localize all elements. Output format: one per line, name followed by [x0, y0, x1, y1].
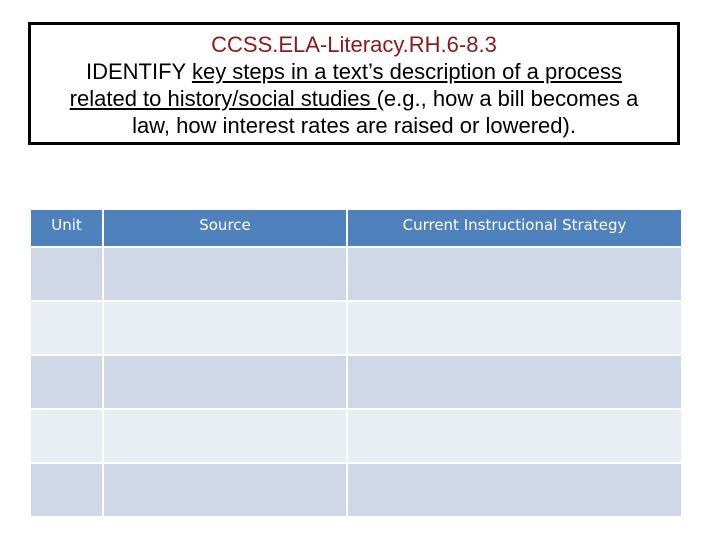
header-source: Source: [103, 209, 347, 247]
standard-key-steps: key steps in a text’s description of a process: [191, 59, 622, 84]
table-row: [30, 355, 682, 409]
strategy-cell[interactable]: [347, 409, 682, 463]
table-row: [30, 247, 682, 301]
unit-cell[interactable]: [30, 247, 103, 301]
standard-example-start: (e.g., how a bill becomes a: [376, 86, 639, 111]
header-current-instructional-strategy: Current Instructional Strategy: [347, 209, 682, 247]
table-row: [30, 301, 682, 355]
unit-cell[interactable]: [30, 409, 103, 463]
source-cell[interactable]: [103, 301, 347, 355]
standard-verb: IDENTIFY: [86, 59, 192, 84]
source-cell[interactable]: [103, 247, 347, 301]
source-cell[interactable]: [103, 409, 347, 463]
strategy-cell[interactable]: [347, 301, 682, 355]
standard-example-end: law, how interest rates are raised or lowered).: [132, 113, 576, 138]
table-row: [30, 409, 682, 463]
standard-box: [28, 22, 680, 145]
source-cell[interactable]: [103, 355, 347, 409]
standard-code: CCSS.ELA-Literacy.RH.6-8.3: [211, 32, 497, 57]
unit-cell[interactable]: [30, 301, 103, 355]
header-unit: Unit: [30, 209, 103, 247]
strategy-cell[interactable]: [347, 247, 682, 301]
unit-cell[interactable]: [30, 355, 103, 409]
strategy-cell[interactable]: [347, 463, 682, 517]
unit-cell[interactable]: [30, 463, 103, 517]
table-header-row: [30, 209, 682, 247]
strategy-table: [29, 208, 683, 518]
source-cell[interactable]: [103, 463, 347, 517]
table-row: [30, 463, 682, 517]
standard-history-topic: related to history/social studies: [69, 86, 377, 111]
standard-description: [31, 58, 677, 139]
strategy-cell[interactable]: [347, 355, 682, 409]
